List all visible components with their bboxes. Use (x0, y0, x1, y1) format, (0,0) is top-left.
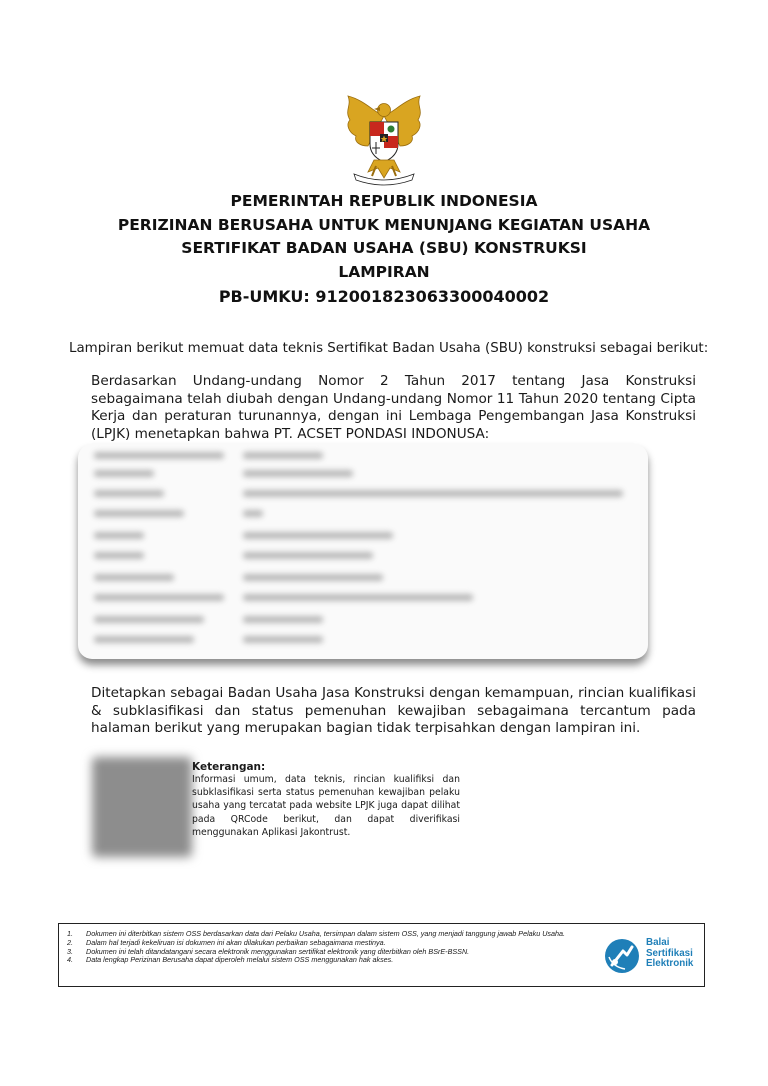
document-header (0, 190, 768, 309)
technical-data-panel-redacted (78, 444, 648, 659)
determination-paragraph: Ditetapkan sebagai Badan Usaha Jasa Konstruksi dengan kemampuan, rincian kualifikasi & subklasifikasi dan status pemenuhan kewajiban sebagaimana tercantum pada halaman berikut yang merupakan bagian tidak terpisahkan dengan lampiran ini. (91, 685, 696, 736)
bsre-text-line: Sertifikasi (646, 947, 693, 959)
bsre-text-line: Elektronik (646, 958, 694, 969)
header-line-certificate: SERTIFIKAT BADAN USAHA (SBU) KONSTRUKSI (181, 239, 587, 257)
note-text: Dokumen ini telah ditandatangani secara elektronik menggunakan sertifikat elektronik yang diterbitkan oleh BSrE-BSSN. (86, 946, 470, 956)
keterangan-title: Keterangan: (192, 761, 266, 773)
redacted-row (94, 470, 154, 477)
note-number: 4. (67, 955, 73, 965)
intro-text: Lampiran berikut memuat data teknis Sertifikat Badan Usaha (SBU) konstruksi sebagai berikut: (69, 341, 709, 356)
redacted-row (94, 452, 224, 459)
footer-notes-list (64, 930, 604, 965)
redacted-row (243, 594, 473, 601)
redacted-row (243, 470, 353, 477)
redacted-row (243, 490, 623, 497)
redacted-row (94, 574, 174, 581)
redacted-row (94, 552, 144, 559)
note-number: 3. (67, 946, 73, 956)
keterangan-body: Informasi umum, data teknis, rincian kualifiksi dan subklasifikasi serta status pemenuhan kewajiban pelaku usaha yang tercatat pada website LPJK juga dapat dilihat pada QRCode berikut, dan dapat diverifikasi menggunakan Aplikasi Jakontrust. (192, 774, 460, 838)
redacted-row (243, 452, 323, 459)
redacted-row (94, 490, 164, 497)
header-line-permit: PERIZINAN BERUSAHA UNTUK MENUNJANG KEGIATAN USAHA (117, 215, 651, 234)
redacted-row (243, 574, 383, 581)
footer-note (64, 956, 604, 965)
note-number: 1. (67, 929, 73, 938)
pb-umku-number: PB-UMKU: 912001823063300040002 (218, 287, 550, 306)
header-line-attachment: LAMPIRAN (338, 262, 430, 281)
legal-basis-paragraph: Berdasarkan Undang-undang Nomor 2 Tahun 2017 tentang Jasa Konstruksi sebagaimana telah diubah dengan Undang-undang Nomor 11 Tahun 2020 tentang Cipta Kerja dan peraturan turunannya, dengan ini Lembaga Pengembangan Jasa Konstruksi (LPJK) menetapkan bahwa PT. ACSET PONDASI INDONUSA: (91, 373, 696, 442)
redacted-row (94, 594, 224, 601)
redacted-row (94, 636, 194, 643)
note-text: Data lengkap Perizinan Berusaha dapat diperoleh melalui sistem OSS menggunakan hak akses. (86, 955, 394, 965)
footer-notes-box (58, 923, 705, 987)
redacted-row (243, 552, 373, 559)
redacted-row (243, 510, 263, 517)
redacted-row (243, 636, 323, 643)
bsre-logo-icon (603, 937, 641, 975)
note-number: 2. (67, 937, 73, 947)
note-text: Dalam hal terjadi kekeliruan isi dokumen ini akan dilakukan perbaikan sebagaimana mestinya. (86, 937, 386, 947)
header-line-government: PEMERINTAH REPUBLIK INDONESIA (230, 192, 538, 210)
note-text: Dokumen ini diterbitkan sistem OSS berdasarkan data dari Pelaku Usaha, tersimpan dalam sistem OSS, yang menjadi tanggung jawab Pelaku Usaha. (86, 929, 566, 938)
redacted-row (94, 532, 144, 539)
garuda-pancasila-emblem (334, 94, 434, 190)
bsre-text-line: Balai (646, 937, 670, 948)
bsre-logo-text (646, 938, 693, 970)
redacted-row (243, 532, 393, 539)
redacted-row (94, 616, 204, 623)
redacted-row (94, 510, 184, 517)
qr-code-redacted (92, 757, 192, 857)
redacted-row (243, 616, 323, 623)
